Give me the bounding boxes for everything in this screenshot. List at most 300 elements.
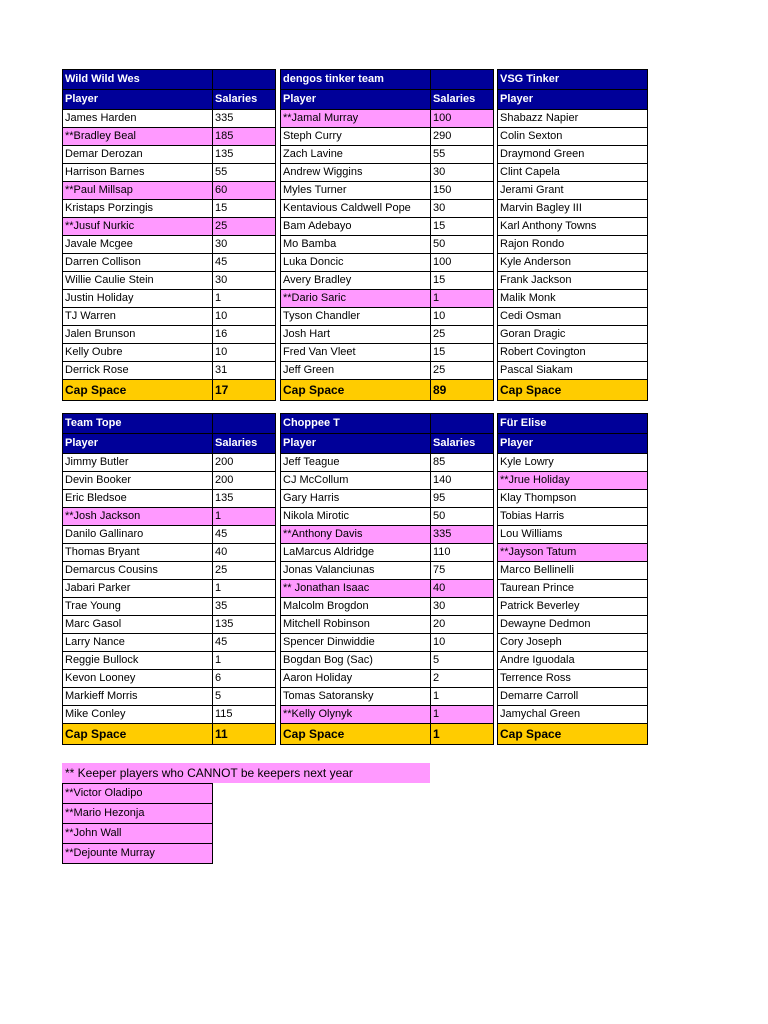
table-row <box>63 326 276 344</box>
player-name: **Anthony Davis <box>281 526 431 544</box>
player-salary: 140 <box>431 472 494 490</box>
table-row <box>281 146 494 164</box>
legend-player-name: **Victor Oladipo <box>63 784 213 804</box>
cap-space-label: Cap Space <box>63 380 213 401</box>
team-name: Choppee T <box>281 414 431 434</box>
team-table-dengos-tinker-team <box>280 69 494 401</box>
table-row <box>63 670 276 688</box>
player-name: Taurean Prince <box>498 580 648 598</box>
player-name: Jeff Green <box>281 362 431 380</box>
roster-table <box>280 413 494 745</box>
player-salary: 10 <box>431 634 494 652</box>
table-row <box>498 272 648 290</box>
table-row <box>63 598 276 616</box>
player-name: **Jrue Holiday <box>498 472 648 490</box>
table-row <box>281 526 494 544</box>
player-salary: 200 <box>213 472 276 490</box>
player-name: Mitchell Robinson <box>281 616 431 634</box>
table-row <box>498 490 648 508</box>
column-header-row <box>498 434 648 454</box>
table-row <box>63 508 276 526</box>
player-salary: 200 <box>213 454 276 472</box>
player-name: Demar Derozan <box>63 146 213 164</box>
player-name: Devin Booker <box>63 472 213 490</box>
player-name: LaMarcus Aldridge <box>281 544 431 562</box>
column-header-row <box>498 90 648 110</box>
table-row <box>63 128 276 146</box>
team-title-row <box>498 70 648 90</box>
player-name: Shabazz Napier <box>498 110 648 128</box>
table-row <box>63 526 276 544</box>
cap-space-label: Cap Space <box>498 724 648 745</box>
cap-space-row <box>498 724 648 745</box>
legend-player-list <box>62 783 213 864</box>
legend-player-name: **Mario Hezonja <box>63 804 213 824</box>
player-salary: 115 <box>213 706 276 724</box>
player-name: Nikola Mirotic <box>281 508 431 526</box>
list-item <box>63 824 213 844</box>
player-name: Gary Harris <box>281 490 431 508</box>
player-name: Reggie Bullock <box>63 652 213 670</box>
table-row <box>281 254 494 272</box>
player-name: Marvin Bagley III <box>498 200 648 218</box>
player-column-header: Player <box>63 90 213 110</box>
player-name: Aaron Holiday <box>281 670 431 688</box>
player-salary: 45 <box>213 526 276 544</box>
table-row <box>63 634 276 652</box>
player-name: Jeff Teague <box>281 454 431 472</box>
salary-column-header: Salaries <box>213 90 276 110</box>
player-salary: 10 <box>431 308 494 326</box>
player-name: Javale Mcgee <box>63 236 213 254</box>
player-name: **Bradley Beal <box>63 128 213 146</box>
player-salary: 15 <box>431 344 494 362</box>
table-row <box>498 652 648 670</box>
salary-column-header: Salaries <box>431 434 494 454</box>
team-name-spacer <box>431 70 494 90</box>
player-name: Marco Bellinelli <box>498 562 648 580</box>
player-column-header: Player <box>498 434 648 454</box>
player-salary: 15 <box>431 218 494 236</box>
table-row <box>498 688 648 706</box>
team-title-row <box>63 70 276 90</box>
player-name: Kentavious Caldwell Pope <box>281 200 431 218</box>
team-name-spacer <box>213 414 276 434</box>
table-row <box>498 526 648 544</box>
player-name: Jalen Brunson <box>63 326 213 344</box>
table-row <box>498 362 648 380</box>
table-row <box>498 670 648 688</box>
player-name: **Jusuf Nurkic <box>63 218 213 236</box>
table-row <box>63 182 276 200</box>
player-name: Josh Hart <box>281 326 431 344</box>
table-row <box>281 508 494 526</box>
column-header-row <box>63 90 276 110</box>
table-row <box>498 182 648 200</box>
table-row <box>281 218 494 236</box>
player-salary: 5 <box>213 688 276 706</box>
list-item <box>63 804 213 824</box>
player-salary: 25 <box>431 326 494 344</box>
player-salary: 1 <box>213 580 276 598</box>
table-row <box>281 308 494 326</box>
table-row <box>63 110 276 128</box>
player-salary: 20 <box>431 616 494 634</box>
player-name: Malcolm Brogdon <box>281 598 431 616</box>
keeper-legend <box>62 763 430 864</box>
table-row <box>498 598 648 616</box>
table-row <box>63 616 276 634</box>
player-name: Justin Holiday <box>63 290 213 308</box>
player-column-header: Player <box>498 90 648 110</box>
player-name: Jamychal Green <box>498 706 648 724</box>
player-name: TJ Warren <box>63 308 213 326</box>
player-salary: 100 <box>431 110 494 128</box>
table-row <box>498 472 648 490</box>
player-salary: 30 <box>431 164 494 182</box>
cap-space-value: 89 <box>431 380 494 401</box>
team-table-team-tope <box>62 413 276 745</box>
table-row <box>63 146 276 164</box>
player-name: Frank Jackson <box>498 272 648 290</box>
player-name: Mo Bamba <box>281 236 431 254</box>
player-name: Luka Doncic <box>281 254 431 272</box>
player-name: Kyle Anderson <box>498 254 648 272</box>
team-name: dengos tinker team <box>281 70 431 90</box>
table-row <box>63 236 276 254</box>
player-name: Eric Bledsoe <box>63 490 213 508</box>
player-name: Danilo Gallinaro <box>63 526 213 544</box>
player-name: CJ McCollum <box>281 472 431 490</box>
player-salary: 85 <box>431 454 494 472</box>
cap-space-row <box>63 380 276 401</box>
table-row <box>498 110 648 128</box>
player-name: ** Jonathan Isaac <box>281 580 431 598</box>
roster-table <box>62 69 276 401</box>
player-name: Karl Anthony Towns <box>498 218 648 236</box>
player-salary: 45 <box>213 634 276 652</box>
player-salary: 110 <box>431 544 494 562</box>
player-name: Willie Caulie Stein <box>63 272 213 290</box>
roster-table <box>497 413 648 745</box>
table-row <box>281 490 494 508</box>
player-salary: 25 <box>431 362 494 380</box>
player-name: Andre Iguodala <box>498 652 648 670</box>
player-name: Tyson Chandler <box>281 308 431 326</box>
player-salary: 50 <box>431 508 494 526</box>
player-salary: 1 <box>431 688 494 706</box>
table-row <box>498 308 648 326</box>
player-name: Derrick Rose <box>63 362 213 380</box>
player-name: Myles Turner <box>281 182 431 200</box>
player-salary: 1 <box>213 290 276 308</box>
player-name: Bogdan Bog (Sac) <box>281 652 431 670</box>
player-name: Terrence Ross <box>498 670 648 688</box>
cap-space-label: Cap Space <box>281 724 431 745</box>
player-name: Demarcus Cousins <box>63 562 213 580</box>
table-row <box>63 362 276 380</box>
player-name: Jabari Parker <box>63 580 213 598</box>
table-row <box>281 580 494 598</box>
table-row <box>498 544 648 562</box>
player-salary: 1 <box>431 290 494 308</box>
player-name: Zach Lavine <box>281 146 431 164</box>
player-salary: 55 <box>213 164 276 182</box>
list-item <box>63 844 213 864</box>
player-name: Robert Covington <box>498 344 648 362</box>
player-name: Darren Collison <box>63 254 213 272</box>
player-salary: 16 <box>213 326 276 344</box>
player-name: Jonas Valanciunas <box>281 562 431 580</box>
table-row <box>63 490 276 508</box>
salary-column-header: Salaries <box>431 90 494 110</box>
table-row <box>498 218 648 236</box>
player-name: Malik Monk <box>498 290 648 308</box>
table-row <box>281 634 494 652</box>
team-name-spacer <box>213 70 276 90</box>
player-name: Steph Curry <box>281 128 431 146</box>
player-salary: 5 <box>431 652 494 670</box>
player-salary: 1 <box>213 652 276 670</box>
table-row <box>63 562 276 580</box>
player-name: Mike Conley <box>63 706 213 724</box>
player-name: Avery Bradley <box>281 272 431 290</box>
player-name: Markieff Morris <box>63 688 213 706</box>
cap-space-label: Cap Space <box>498 380 648 401</box>
table-row <box>281 128 494 146</box>
table-row <box>498 616 648 634</box>
player-name: Kelly Oubre <box>63 344 213 362</box>
player-name: Jimmy Butler <box>63 454 213 472</box>
player-salary: 40 <box>213 544 276 562</box>
player-name: **Dario Saric <box>281 290 431 308</box>
player-name: Fred Van Vleet <box>281 344 431 362</box>
table-row <box>281 110 494 128</box>
player-salary: 10 <box>213 344 276 362</box>
legend-title: ** Keeper players who CANNOT be keepers next year <box>62 763 430 783</box>
team-table-fur-elise <box>497 413 648 745</box>
table-row <box>281 200 494 218</box>
player-salary: 55 <box>431 146 494 164</box>
table-row <box>63 472 276 490</box>
player-name: Colin Sexton <box>498 128 648 146</box>
player-salary: 335 <box>213 110 276 128</box>
table-row <box>281 290 494 308</box>
table-row <box>281 472 494 490</box>
player-salary: 30 <box>431 200 494 218</box>
player-salary: 40 <box>431 580 494 598</box>
player-name: Draymond Green <box>498 146 648 164</box>
table-row <box>281 326 494 344</box>
player-salary: 2 <box>431 670 494 688</box>
table-row <box>63 272 276 290</box>
table-row <box>63 706 276 724</box>
table-row <box>63 218 276 236</box>
player-name: Goran Dragic <box>498 326 648 344</box>
cap-space-value: 11 <box>213 724 276 745</box>
table-row <box>498 634 648 652</box>
player-salary: 15 <box>213 200 276 218</box>
player-name: Cedi Osman <box>498 308 648 326</box>
player-salary: 185 <box>213 128 276 146</box>
table-row <box>281 182 494 200</box>
cap-space-label: Cap Space <box>63 724 213 745</box>
player-name: Trae Young <box>63 598 213 616</box>
player-name: **Jayson Tatum <box>498 544 648 562</box>
player-salary: 30 <box>431 598 494 616</box>
table-row <box>498 326 648 344</box>
legend-player-name: **Dejounte Murray <box>63 844 213 864</box>
salary-column-header: Salaries <box>213 434 276 454</box>
player-column-header: Player <box>281 434 431 454</box>
player-salary: 25 <box>213 562 276 580</box>
table-row <box>63 688 276 706</box>
player-salary: 290 <box>431 128 494 146</box>
player-name: Lou Williams <box>498 526 648 544</box>
table-row <box>498 580 648 598</box>
team-title-row <box>281 70 494 90</box>
table-row <box>63 344 276 362</box>
player-name: **Paul Millsap <box>63 182 213 200</box>
table-row <box>63 544 276 562</box>
table-row <box>498 146 648 164</box>
player-salary: 135 <box>213 490 276 508</box>
table-row <box>281 688 494 706</box>
player-column-header: Player <box>281 90 431 110</box>
player-salary: 45 <box>213 254 276 272</box>
table-row <box>498 254 648 272</box>
team-name: VSG Tinker <box>498 70 648 90</box>
player-salary: 75 <box>431 562 494 580</box>
player-name: **Josh Jackson <box>63 508 213 526</box>
table-row <box>498 706 648 724</box>
player-name: Patrick Beverley <box>498 598 648 616</box>
player-salary: 30 <box>213 272 276 290</box>
player-salary: 35 <box>213 598 276 616</box>
table-row <box>281 562 494 580</box>
player-salary: 30 <box>213 236 276 254</box>
player-column-header: Player <box>63 434 213 454</box>
player-name: Bam Adebayo <box>281 218 431 236</box>
player-name: Thomas Bryant <box>63 544 213 562</box>
legend-player-name: **John Wall <box>63 824 213 844</box>
player-salary: 15 <box>431 272 494 290</box>
table-row <box>281 616 494 634</box>
player-name: Spencer Dinwiddie <box>281 634 431 652</box>
player-salary: 25 <box>213 218 276 236</box>
player-salary: 6 <box>213 670 276 688</box>
player-salary: 135 <box>213 616 276 634</box>
table-row <box>281 362 494 380</box>
player-salary: 1 <box>431 706 494 724</box>
player-name: Jerami Grant <box>498 182 648 200</box>
table-row <box>281 706 494 724</box>
player-salary: 150 <box>431 182 494 200</box>
player-salary: 10 <box>213 308 276 326</box>
player-salary: 50 <box>431 236 494 254</box>
table-row <box>63 254 276 272</box>
table-row <box>63 164 276 182</box>
team-table-wild-wild-wes <box>62 69 276 401</box>
player-name: Demarre Carroll <box>498 688 648 706</box>
player-name: Pascal Siakam <box>498 362 648 380</box>
roster-table <box>280 69 494 401</box>
table-row <box>63 290 276 308</box>
table-row <box>281 236 494 254</box>
team-title-row <box>63 414 276 434</box>
player-name: **Kelly Olynyk <box>281 706 431 724</box>
player-salary: 135 <box>213 146 276 164</box>
player-name: Clint Capela <box>498 164 648 182</box>
table-row <box>281 652 494 670</box>
player-salary: 335 <box>431 526 494 544</box>
player-salary: 1 <box>213 508 276 526</box>
player-name: Kevon Looney <box>63 670 213 688</box>
table-row <box>281 670 494 688</box>
player-salary: 100 <box>431 254 494 272</box>
cap-space-row <box>281 380 494 401</box>
player-name: Andrew Wiggins <box>281 164 431 182</box>
team-table-choppee-t <box>280 413 494 745</box>
column-header-row <box>63 434 276 454</box>
player-name: Dewayne Dedmon <box>498 616 648 634</box>
table-row <box>63 454 276 472</box>
table-row <box>498 128 648 146</box>
table-row <box>281 544 494 562</box>
player-name: Tomas Satoransky <box>281 688 431 706</box>
player-name: Klay Thompson <box>498 490 648 508</box>
player-name: Cory Joseph <box>498 634 648 652</box>
player-name: **Jamal Murray <box>281 110 431 128</box>
list-item <box>63 784 213 804</box>
table-row <box>281 164 494 182</box>
table-row <box>498 454 648 472</box>
table-row <box>281 598 494 616</box>
cap-space-row <box>63 724 276 745</box>
roster-table <box>62 413 276 745</box>
player-name: Larry Nance <box>63 634 213 652</box>
table-row <box>63 652 276 670</box>
table-row <box>281 272 494 290</box>
table-row <box>281 454 494 472</box>
table-row <box>63 580 276 598</box>
cap-space-row <box>281 724 494 745</box>
table-row <box>63 308 276 326</box>
column-header-row <box>281 434 494 454</box>
table-row <box>498 200 648 218</box>
cap-space-value: 1 <box>431 724 494 745</box>
table-row <box>498 290 648 308</box>
player-name: Harrison Barnes <box>63 164 213 182</box>
player-salary: 95 <box>431 490 494 508</box>
table-row <box>498 236 648 254</box>
table-row <box>498 344 648 362</box>
player-name: Kristaps Porzingis <box>63 200 213 218</box>
player-salary: 31 <box>213 362 276 380</box>
team-table-vsg-tinker <box>497 69 648 401</box>
player-name: James Harden <box>63 110 213 128</box>
roster-table <box>497 69 648 401</box>
table-row <box>498 164 648 182</box>
cap-space-value: 17 <box>213 380 276 401</box>
player-name: Marc Gasol <box>63 616 213 634</box>
player-name: Kyle Lowry <box>498 454 648 472</box>
cap-space-label: Cap Space <box>281 380 431 401</box>
team-name: Wild Wild Wes <box>63 70 213 90</box>
column-header-row <box>281 90 494 110</box>
table-row <box>498 508 648 526</box>
cap-space-row <box>498 380 648 401</box>
